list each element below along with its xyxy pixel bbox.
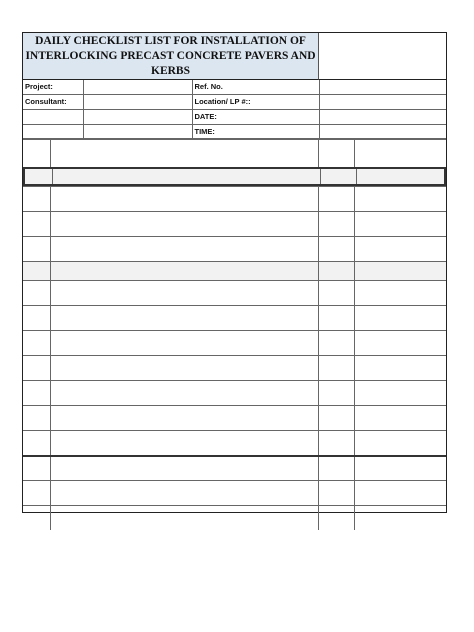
description-cell (51, 262, 319, 280)
sl-no-cell[interactable] (23, 506, 51, 530)
sl-no-cell[interactable] (23, 306, 51, 330)
checklist-item-row (23, 280, 446, 305)
yes-no-cell (319, 139, 355, 167)
date-label: DATE: (192, 110, 319, 125)
checklist-item-row (23, 405, 446, 430)
remarks-cell[interactable] (355, 237, 446, 261)
description-cell (51, 139, 319, 167)
blank-cell (23, 110, 83, 125)
description-cell[interactable] (51, 506, 319, 530)
sl-no-cell[interactable] (23, 431, 51, 455)
remarks-cell[interactable] (355, 281, 446, 305)
yes-no-cell[interactable] (319, 356, 355, 380)
blank-cell (83, 110, 192, 125)
ref-no-field[interactable] (319, 80, 446, 95)
checklist-section-row (23, 261, 446, 280)
remarks-cell[interactable] (355, 212, 446, 236)
location-label: Location/ LP #:: (192, 95, 319, 110)
date-field[interactable] (319, 110, 446, 125)
date-row (23, 110, 446, 125)
checklist-item-row (23, 505, 446, 530)
project-field[interactable] (83, 80, 192, 95)
remarks-cell (355, 262, 446, 280)
sl-no-cell[interactable] (23, 187, 51, 211)
description-cell[interactable] (51, 381, 319, 405)
description-cell[interactable] (51, 331, 319, 355)
remarks-cell[interactable] (355, 187, 446, 211)
remarks-cell[interactable] (355, 431, 446, 455)
sl-no-cell[interactable] (23, 237, 51, 261)
yes-no-cell[interactable] (319, 457, 355, 480)
remarks-cell[interactable] (355, 381, 446, 405)
logo-area (319, 33, 446, 80)
checklist-section-row (23, 167, 446, 186)
consultant-label: Consultant: (23, 95, 83, 110)
form-title-line-2: INTERLOCKING PRECAST CONCRETE PAVERS AND KERBS (25, 49, 316, 77)
checklist-item-row (23, 330, 446, 355)
yes-no-cell[interactable] (319, 306, 355, 330)
yes-no-cell (321, 169, 357, 184)
remarks-cell (355, 139, 446, 167)
description-cell[interactable] (51, 281, 319, 305)
yes-no-cell[interactable] (319, 431, 355, 455)
description-cell[interactable] (51, 431, 319, 455)
description-cell[interactable] (51, 481, 319, 505)
description-cell[interactable] (51, 356, 319, 380)
sl-no-cell[interactable] (23, 281, 51, 305)
checklist-item-row (23, 430, 446, 455)
yes-no-cell (319, 262, 355, 280)
remarks-cell[interactable] (355, 506, 446, 530)
sl-no-cell (23, 262, 51, 280)
description-cell[interactable] (51, 212, 319, 236)
yes-no-cell[interactable] (319, 406, 355, 430)
remarks-cell[interactable] (355, 331, 446, 355)
description-cell[interactable] (51, 237, 319, 261)
yes-no-cell[interactable] (319, 331, 355, 355)
sl-no-cell[interactable] (23, 406, 51, 430)
checklist-item-row (23, 380, 446, 405)
form-title (23, 33, 319, 80)
form-title-line-1: DAILY CHECKLIST LIST FOR INSTALLATION OF (35, 34, 306, 47)
yes-no-cell[interactable] (319, 281, 355, 305)
checklist-item-row (23, 211, 446, 236)
sl-no-cell[interactable] (23, 457, 51, 480)
ref-no-label: Ref. No. (192, 80, 319, 95)
checklist-item-row (23, 455, 446, 480)
yes-no-cell[interactable] (319, 381, 355, 405)
sl-no-cell[interactable] (23, 331, 51, 355)
remarks-cell[interactable] (355, 406, 446, 430)
sl-no-cell[interactable] (23, 356, 51, 380)
sl-no-cell[interactable] (23, 381, 51, 405)
yes-no-cell[interactable] (319, 506, 355, 530)
checklist-item-row (23, 186, 446, 211)
description-cell[interactable] (51, 457, 319, 480)
checklist-header-row (23, 138, 446, 167)
checklist-grid (23, 138, 446, 512)
consultant-field[interactable] (83, 95, 192, 110)
checklist-item-row (23, 480, 446, 505)
sl-no-cell[interactable] (23, 212, 51, 236)
sl-no-cell (23, 139, 51, 167)
checklist-item-row (23, 305, 446, 330)
description-cell[interactable] (51, 187, 319, 211)
sl-no-cell[interactable] (23, 481, 51, 505)
yes-no-cell[interactable] (319, 237, 355, 261)
yes-no-cell[interactable] (319, 187, 355, 211)
checklist-item-row (23, 236, 446, 261)
yes-no-cell[interactable] (319, 481, 355, 505)
yes-no-cell[interactable] (319, 212, 355, 236)
description-cell[interactable] (51, 306, 319, 330)
description-cell[interactable] (51, 406, 319, 430)
description-cell (53, 169, 321, 184)
checklist-item-row (23, 355, 446, 380)
project-row (23, 80, 446, 95)
remarks-cell[interactable] (355, 481, 446, 505)
remarks-cell (357, 169, 448, 184)
time-label: TIME: (192, 125, 319, 140)
remarks-cell[interactable] (355, 356, 446, 380)
remarks-cell[interactable] (355, 306, 446, 330)
project-info-table (23, 80, 446, 140)
location-field[interactable] (319, 95, 446, 110)
checklist-sheet (22, 32, 447, 513)
project-label: Project: (23, 80, 83, 95)
sl-no-cell (25, 169, 53, 184)
remarks-cell[interactable] (355, 457, 446, 480)
consultant-row (23, 95, 446, 110)
